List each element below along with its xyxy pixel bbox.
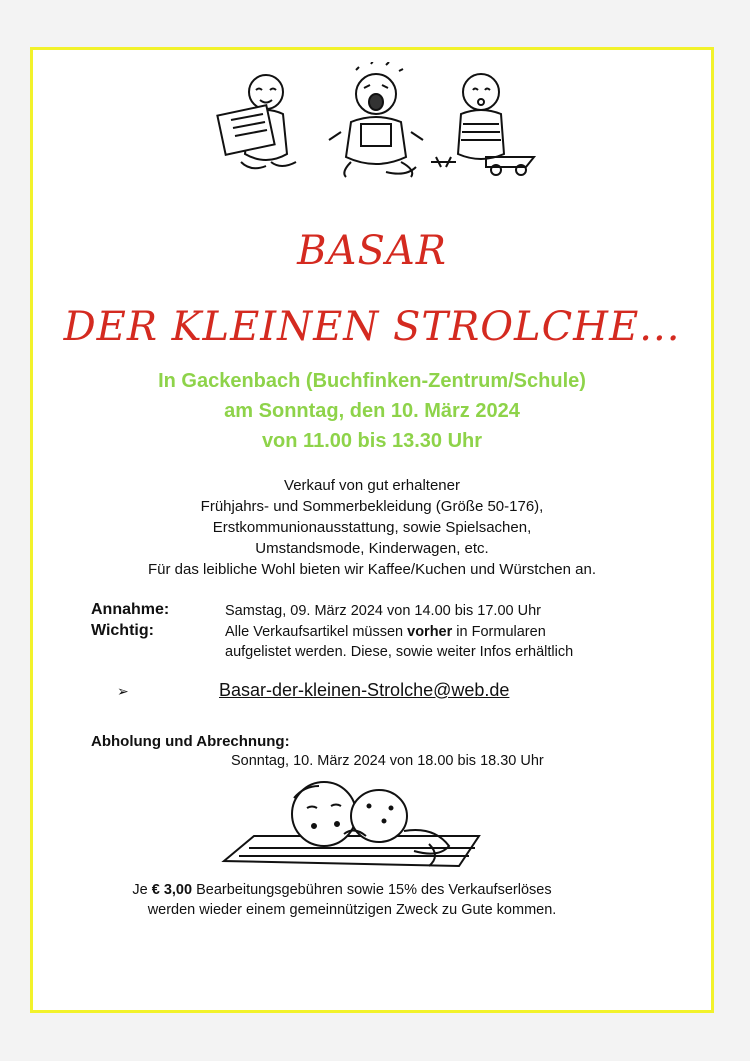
wichtig-text-line2: aufgelistet werden. Diese, sowie weiter Infos erhältlich xyxy=(225,644,574,660)
annahme-label: Annahme: xyxy=(91,601,170,618)
event-time: von 11.00 bis 13.30 Uhr xyxy=(261,430,483,452)
footer-fee: € 3,00 xyxy=(151,882,193,898)
abholung-text: Sonntag, 10. März 2024 von 18.00 bis 18.30 Uhr xyxy=(231,753,544,769)
description-line: Erstkommunionausstattung, sowie Spielsachen, xyxy=(212,519,532,536)
wichtig-emphasis: vorher xyxy=(407,624,453,640)
arrow-bullet-icon: ➢ xyxy=(117,683,129,699)
title-basar: BASAR xyxy=(297,228,447,274)
event-location: In Gackenbach (Buchfinken-Zentrum/Schule) xyxy=(158,370,586,392)
footer-text xyxy=(33,880,711,920)
annahme-text: Samstag, 09. März 2024 von 14.00 bis 17.00 Uhr xyxy=(225,603,541,619)
babies-illustration xyxy=(211,62,541,212)
wichtig-text-part: Alle Verkaufsartikel müssen xyxy=(225,624,408,640)
footer-line1 xyxy=(0,880,711,900)
flyer-page xyxy=(30,47,714,1013)
sleeping-baby-illustration xyxy=(219,776,481,876)
title-kleinen-strolche: DER KLEINEN STROLCHE... xyxy=(63,304,681,350)
wichtig-text-part: in Formularen xyxy=(452,624,546,640)
wichtig-label: Wichtig: xyxy=(91,622,154,639)
description-line: Umstandsmode, Kinderwagen, etc. xyxy=(255,540,489,557)
footer-line2: werden wieder einem gemeinnützigen Zweck zu Gute kommen. xyxy=(147,902,557,918)
description-line: Verkauf von gut erhaltener xyxy=(284,477,460,494)
footer-text-part: Je xyxy=(132,882,152,898)
wichtig-text xyxy=(225,622,546,642)
description xyxy=(33,475,711,580)
description-line: Für das leibliche Wohl bieten wir Kaffee/Kuchen und Würstchen an. xyxy=(147,561,597,578)
event-date: am Sonntag, den 10. März 2024 xyxy=(224,400,520,422)
description-line: Frühjahrs- und Sommerbekleidung (Größe 50-176), xyxy=(200,498,544,515)
footer-text-part: Bearbeitungsgebühren sowie 15% des Verkaufserlöses xyxy=(192,882,552,898)
abholung-label: Abholung und Abrechnung: xyxy=(91,733,290,750)
email-link[interactable]: Basar-der-kleinen-Strolche@web.de xyxy=(219,680,510,700)
